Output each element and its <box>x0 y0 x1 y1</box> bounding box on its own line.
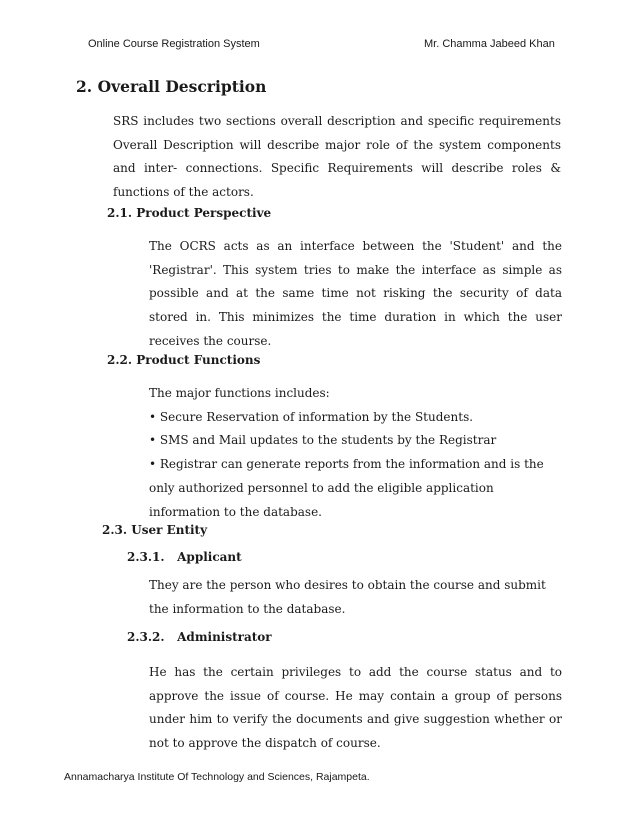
section-2-3-2-heading: 2.3.2. Administrator <box>127 630 272 644</box>
text-line: possible and at the same time not risking the security of data <box>149 286 562 301</box>
text-line: information to the database. <box>149 504 322 519</box>
text-line: under him to verify the documents and give suggestion whether or <box>149 712 562 727</box>
section-2-3-2-paragraph <box>149 661 562 756</box>
section-2-3-heading: 2.3. User Entity <box>102 523 208 537</box>
text-line: stored in. This minimizes the time duration in which the user <box>149 310 562 325</box>
section-2-2-paragraph <box>149 382 562 524</box>
text-line: The major functions includes: <box>149 386 330 400</box>
text-line: receives the course. <box>149 333 272 348</box>
section-2-3-1-paragraph <box>149 574 562 621</box>
page-footer: Annamacharya Institute Of Technology and Sciences, Rajampeta. <box>64 771 370 783</box>
section-2-1-paragraph <box>149 235 562 354</box>
page-header-author: Mr. Chamma Jabeed Khan <box>424 38 555 50</box>
text-line: SRS includes two sections overall description and specific requirements <box>113 114 561 128</box>
bullet-item: • Secure Reservation of information by the Students. <box>149 409 474 424</box>
text-line: and inter- connections. Specific Requirements will describe roles & <box>113 161 561 176</box>
text-line: Overall Description will describe major role of the system components <box>113 137 561 152</box>
section-2-3-1-heading: 2.3.1. Applicant <box>127 550 242 564</box>
text-line: only authorized personnel to add the eligible application <box>149 480 494 495</box>
text-line: the information to the database. <box>149 601 346 616</box>
text-line: 'Registrar'. This system tries to make the interface as simple as <box>149 262 562 277</box>
section-2-2-heading: 2.2. Product Functions <box>107 353 261 367</box>
text-line: functions of the actors. <box>113 185 254 200</box>
text-line: He has the certain privileges to add the course status and to <box>149 665 562 679</box>
bullet-item: • Registrar can generate reports from the information and is the <box>149 457 544 472</box>
section-2-1-heading: 2.1. Product Perspective <box>107 206 272 220</box>
text-line: The OCRS acts as an interface between the 'Student' and the <box>149 239 562 253</box>
section-2-heading: 2. Overall Description <box>76 77 267 96</box>
text-line: not to approve the dispatch of course. <box>149 736 381 751</box>
text-line: They are the person who desires to obtain the course and submit <box>149 578 546 592</box>
section-2-paragraph <box>113 110 561 205</box>
page-header-title: Online Course Registration System <box>88 38 260 50</box>
text-line: approve the issue of course. He may contain a group of persons <box>149 688 562 703</box>
bullet-item: • SMS and Mail updates to the students by the Registrar <box>149 433 497 448</box>
